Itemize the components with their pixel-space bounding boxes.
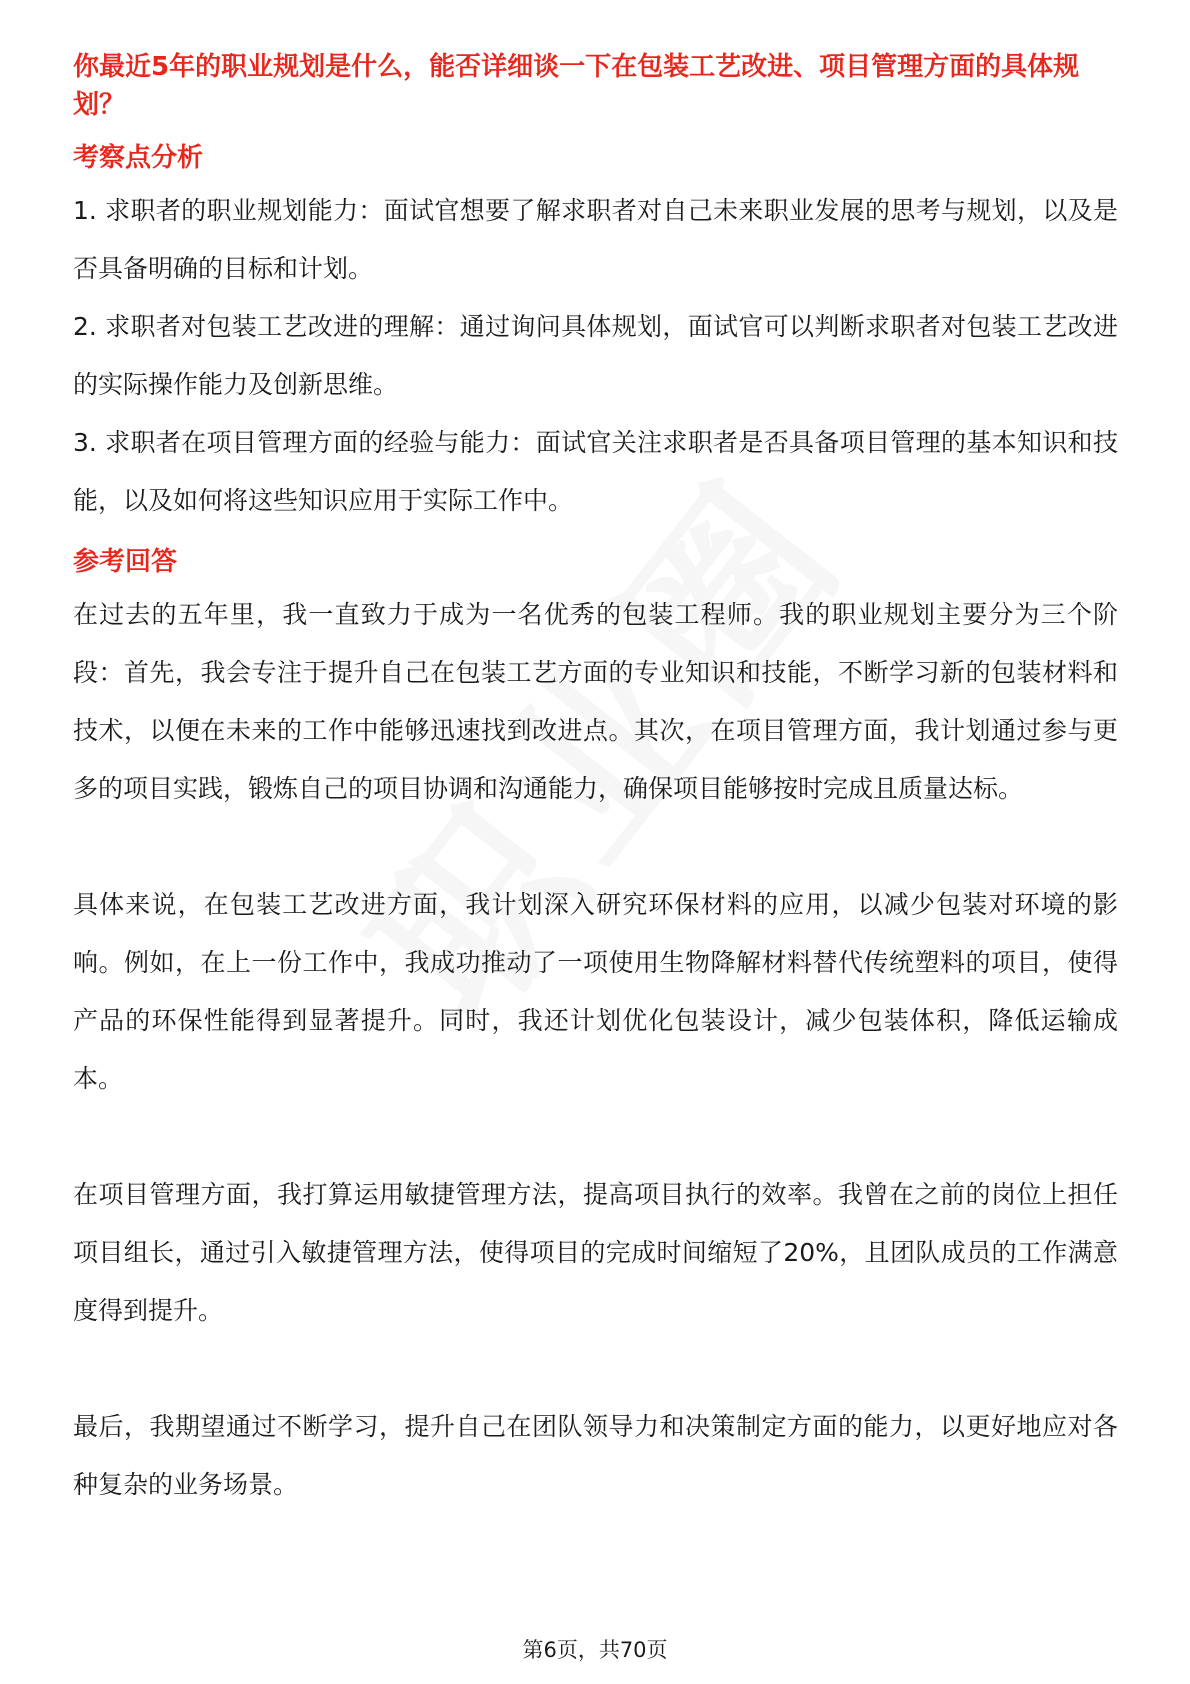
answer-paragraph: 具体来说，在包装工艺改进方面，我计划深入研究环保材料的应用，以减少包装对环境的影响。例如，在上一份工作中，我成功推动了一项使用生物降解材料替代传统塑料的项目，使得产品的环保性能得到显著提升。同时，我还计划优化包装设计，减少包装体积，降低运输成本。 [73,890,1118,1093]
answer-paragraph: 在项目管理方面，我打算运用敏捷管理方法，提高项目执行的效率。我曾在之前的岗位上担任项目组长，通过引入敏捷管理方法，使得项目的完成时间缩短了20%，且团队成员的工作满意度得到提升。 [73,1180,1118,1325]
analysis-points [73,182,1118,530]
analysis-point: 1. 求职者的职业规划能力：面试官想要了解求职者对自己未来职业发展的思考与规划，以及是否具备明确的目标和计划。 [73,196,1118,283]
answer-paragraph: 在过去的五年里，我一直致力于成为一名优秀的包装工程师。我的职业规划主要分为三个阶段：首先，我会专注于提升自己在包装工艺方面的专业知识和技能，不断学习新的包装材料和技术，以便在未来的工作中能够迅速找到改进点。其次，在项目管理方面，我计划通过参与更多的项目实践，锻炼自己的项目协调和沟通能力，确保项目能够按时完成且质量达标。 [73,600,1118,803]
answer-paragraph: 最后，我期望通过不断学习，提升自己在团队领导力和决策制定方面的能力，以更好地应对各种复杂的业务场景。 [73,1412,1118,1499]
document-page [73,48,1118,1514]
analysis-point: 3. 求职者在项目管理方面的经验与能力：面试官关注求职者是否具备项目管理的基本知识和技能，以及如何将这些知识应用于实际工作中。 [73,428,1118,515]
answer-body [73,586,1118,1514]
analysis-heading: 考察点分析 [73,143,204,173]
question-title: 你最近5年的职业规划是什么，能否详细谈一下在包装工艺改进、项目管理方面的具体规划？ [73,52,1080,120]
answer-heading: 参考回答 [73,547,178,577]
analysis-point: 2. 求职者对包装工艺改进的理解：通过询问具体规划，面试官可以判断求职者对包装工艺改进的实际操作能力及创新思维。 [73,312,1118,399]
page-number: 第6页，共70页 [522,1638,668,1662]
